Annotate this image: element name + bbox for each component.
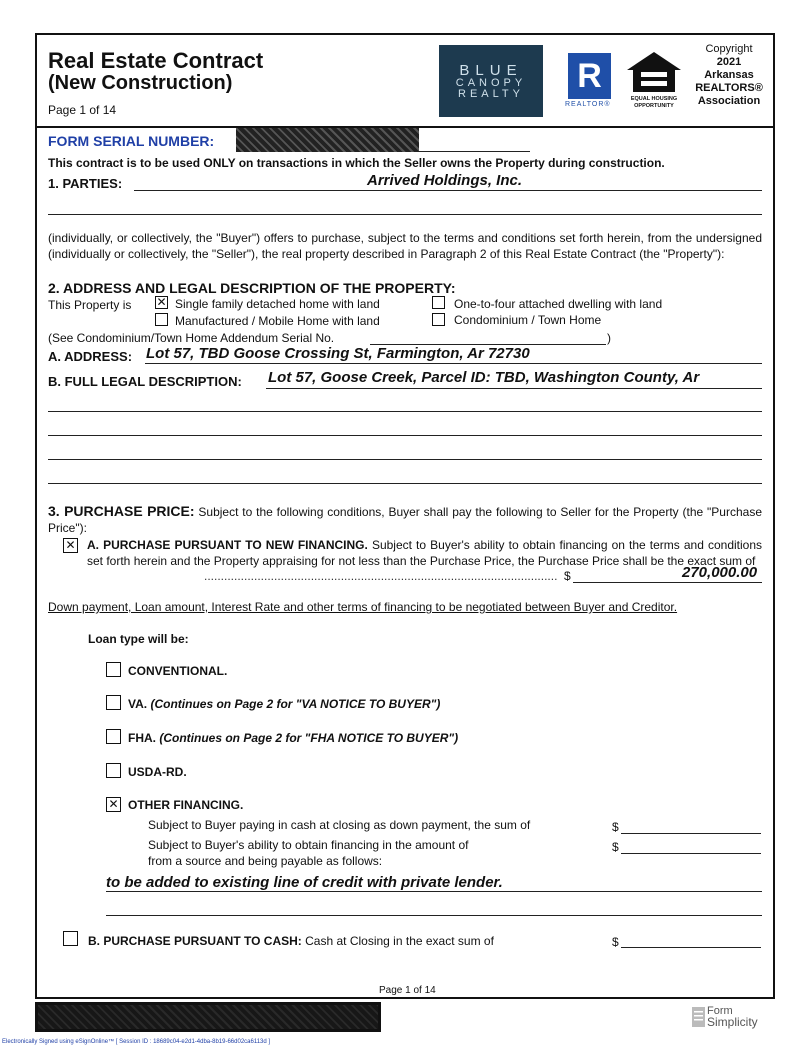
checkbox-other-financing[interactable]: ✕ (106, 797, 121, 812)
option-condominium: Condominium / Town Home (454, 313, 602, 327)
new-financing-body: Subject to Buyer's ability to obtain financing on the terms and conditions set forth herein and the Property appraising for not less than the Purchase Price, the Purchase Price shall be the exact sum of (87, 538, 763, 568)
brokerage-logo-line: BLUE (459, 62, 523, 79)
cash-purchase-label: B. PURCHASE PURSUANT TO CASH: (88, 934, 302, 948)
legal-line-3 (48, 435, 762, 436)
page-number: Page 1 of 14 (48, 103, 117, 117)
property-type-label: This Property is (48, 298, 132, 312)
redacted-serial (236, 128, 419, 152)
usage-notice: This contract is to be used ONLY on transactions in which the Seller owns the Property during construction. (48, 156, 665, 170)
checkbox-condominium[interactable] (432, 313, 445, 326)
cash-purchase-text: Cash at Closing in the exact sum of (305, 934, 494, 948)
other-finance-value-line (106, 891, 762, 892)
form-subtitle: (New Construction) (48, 72, 233, 94)
legal-line-4 (48, 459, 762, 460)
brokerage-logo-line: REALTY (458, 88, 524, 100)
other-cash-currency: $ (612, 820, 619, 834)
legal-line-5 (48, 483, 762, 484)
other-cash-text: Subject to Buyer paying in cash at closing as down payment, the sum of (148, 818, 531, 832)
form-simplicity-line: Simplicity (707, 1015, 758, 1029)
checkbox-one-to-four[interactable] (432, 296, 445, 309)
eho-line: EQUAL HOUSING (630, 96, 678, 102)
equal-housing-icon (625, 50, 683, 94)
legal-description-label: B. FULL LEGAL DESCRIPTION: (48, 374, 242, 389)
other-finance-value[interactable]: to be added to existing line of credit with private lender. (106, 874, 503, 891)
checkbox-cash-purchase[interactable] (63, 931, 78, 946)
brokerage-logo-line: CANOPY (455, 77, 527, 89)
other-finance-currency: $ (612, 840, 619, 854)
copyright-line: REALTORS® (695, 82, 763, 94)
condo-addendum-label: (See Condominium/Town Home Addendum Serial No. (48, 331, 335, 345)
option-single-family: Single family detached home with land (175, 297, 380, 311)
form-simplicity-icon (692, 1007, 705, 1027)
purchase-price-amount[interactable]: 270,000.00 (682, 564, 758, 581)
other-finance-text-2: from a source and being payable as follows: (148, 854, 383, 868)
copyright-line: Arkansas (704, 69, 754, 81)
checkbox-usda[interactable] (106, 763, 121, 778)
new-financing-text (87, 537, 762, 569)
option-one-to-four: One-to-four attached dwelling with land (454, 297, 663, 311)
condo-close: ) (607, 331, 611, 345)
loan-fha-label: FHA. (128, 731, 156, 745)
loan-other: OTHER FINANCING. (128, 798, 244, 812)
checkbox-conventional[interactable] (106, 662, 121, 677)
checkbox-new-financing[interactable]: ✕ (63, 538, 78, 553)
checkbox-single-family[interactable]: ✕ (156, 295, 167, 309)
copyright-line: Association (697, 95, 761, 107)
legal-line (266, 388, 762, 389)
serial-line (419, 151, 530, 152)
other-cash-line[interactable] (621, 833, 761, 834)
loan-type-label: Loan type will be: (88, 632, 189, 646)
form-title: Real Estate Contract (48, 48, 264, 73)
copyright-block (694, 43, 764, 108)
brokerage-logo (439, 45, 543, 117)
checkbox-manufactured[interactable] (155, 313, 168, 326)
address-value[interactable]: Lot 57, TBD Goose Crossing St, Farmington, Ar 72730 (146, 345, 530, 362)
parties-description: (individually, or collectively, the "Buyer") offers to purchase, subject to the terms and conditions set forth herein, from the undersigned (individually or collectively, the "Seller"), the real property described in Paragraph 2 of this Real Estate Contract (the "Property"): (48, 231, 762, 261)
option-manufactured: Manufactured / Mobile Home with land (175, 314, 380, 328)
loan-va (128, 697, 440, 711)
cash-currency: $ (612, 935, 619, 949)
legal-line-2 (48, 411, 762, 412)
copyright-year: 2021 (716, 56, 742, 68)
parties-value[interactable]: Arrived Holdings, Inc. (367, 172, 523, 189)
eho-line: OPPORTUNITY (634, 103, 674, 109)
price-intro (48, 503, 762, 536)
address-line (145, 363, 762, 364)
price-heading: 3. PURCHASE PRICE: (48, 503, 195, 519)
realtor-logo-icon: R (568, 53, 611, 99)
loan-fha (128, 731, 458, 745)
checkbox-va[interactable] (106, 695, 121, 710)
parties-line-2 (48, 214, 762, 215)
loan-usda: USDA-RD. (128, 765, 187, 779)
serial-label: FORM SERIAL NUMBER: (48, 133, 215, 149)
currency-symbol: $ (564, 569, 571, 583)
realtor-label: REALTOR® (565, 101, 611, 108)
loan-va-note: (Continues on Page 2 for "VA NOTICE TO BUYER") (150, 697, 441, 711)
other-finance-line[interactable] (621, 853, 761, 854)
equal-housing-label (624, 96, 684, 110)
down-payment-note: Down payment, Loan amount, Interest Rate and other terms of financing to be negotiated between Buyer and Creditor. (48, 600, 678, 614)
loan-fha-note: (Continues on Page 2 for "FHA NOTICE TO BUYER") (159, 731, 459, 745)
redacted-signature-pattern (38, 1005, 378, 1029)
footer-page-number: Page 1 of 14 (379, 985, 436, 996)
loan-va-label: VA. (128, 697, 148, 711)
other-finance-text-1: Subject to Buyer's ability to obtain financing in the amount of (148, 838, 469, 852)
esign-session: Electronically Signed using eSignOnline™ [ Session ID : 18689c04-e2d1-4dba-8b19-66d02ca6113d ] (2, 1039, 271, 1045)
amount-line (573, 582, 762, 583)
loan-conventional: CONVENTIONAL. (128, 664, 228, 678)
legal-description-value[interactable]: Lot 57, Goose Creek, Parcel ID: TBD, Washington County, Ar (268, 369, 700, 386)
copyright-line: Copyright (705, 43, 753, 55)
address-label: A. ADDRESS: (48, 349, 133, 364)
price-intro-text: Subject to the following conditions, Buyer shall pay the following to Seller for the Property (the "Purchase Price"): (48, 505, 763, 535)
form-simplicity-line: Form (707, 1005, 733, 1017)
parties-label: 1. PARTIES: (48, 176, 123, 191)
cash-amount-line[interactable] (621, 947, 761, 948)
cash-purchase (88, 934, 494, 948)
new-financing-label: A. PURCHASE PURSUANT TO NEW FINANCING. (87, 538, 368, 552)
form-simplicity-logo (707, 1006, 758, 1028)
property-heading: 2. ADDRESS AND LEGAL DESCRIPTION OF THE PROPERTY: (48, 280, 456, 296)
parties-line (134, 190, 762, 191)
other-finance-value-line-2 (106, 915, 762, 916)
dot-leader: .......................................................................................................... (204, 569, 558, 583)
checkbox-fha[interactable] (106, 729, 121, 744)
